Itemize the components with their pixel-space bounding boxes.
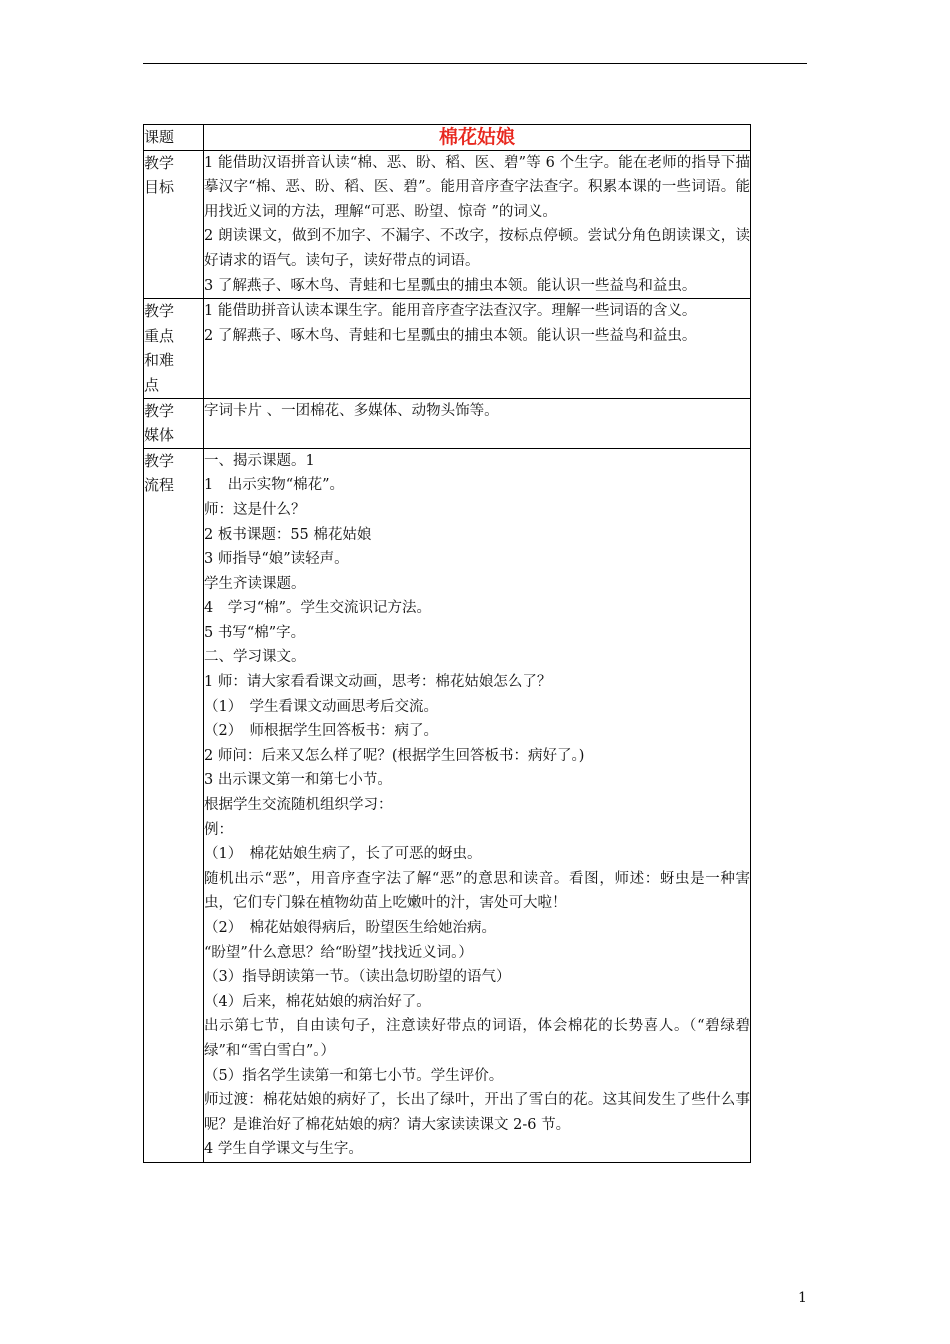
page-number: 1 — [798, 1290, 807, 1306]
process-line: 师过渡：棉花姑娘的病好了，长出了绿叶，开出了雪白的花。这其间发生了些什么事呢？是谁治好了棉花姑娘的病？请大家读读课文 2-6 节。 — [204, 1092, 750, 1133]
media-label — [144, 398, 204, 448]
process-line: 例： — [204, 821, 233, 838]
process-line: 3 出示课文第一和第七小节。 — [204, 772, 392, 789]
objectives-label-text: 教学目标 — [144, 153, 175, 197]
objective-item: 1 能借助汉语拼音认读“棉、恶、盼、稻、医、碧”等 6 个生字。能在老师的指导下描摹汉字“棉、恶、盼、稻、医、碧”。能用音序查字法查字。积累本课的一些词语。能用找近义词的方法，理解“可恶、盼望、惊奇 ”的词义。 — [204, 154, 750, 220]
process-line: （1） 棉花姑娘生病了，长了可恶的蚜虫。 — [204, 846, 482, 863]
key-point-item: 2 了解燕子、啄木鸟、青蛙和七星瓢虫的捕虫本领。能认识一些益鸟和益虫。 — [204, 327, 697, 344]
objectives-content — [204, 150, 751, 299]
key-point-item: 1 能借助拼音认读本课生字。能用音序查字法查汉字。理解一些词语的含义。 — [204, 303, 697, 320]
media-content — [204, 398, 751, 448]
process-line: （2） 棉花姑娘得病后，盼望医生给她治病。 — [204, 920, 496, 936]
process-line: （4）后来，棉花姑娘的病治好了。 — [204, 993, 431, 1010]
process-row — [144, 448, 751, 1162]
media-item: 字词卡片 、一团棉花、多媒体、动物头饰等。 — [204, 402, 499, 419]
process-line: （5）指名学生读第一和第七小节。学生评价。 — [204, 1067, 504, 1084]
lesson-title: 棉花姑娘 — [204, 125, 751, 151]
process-line: 学生齐读课题。 — [204, 575, 306, 592]
header-rule — [143, 63, 807, 64]
media-row — [144, 398, 751, 448]
objective-item: 3 了解燕子、啄木鸟、青蛙和七星瓢虫的捕虫本领。能认识一些益鸟和益虫。 — [204, 277, 697, 294]
process-line: 1 出示实物“棉花”。 — [204, 477, 345, 494]
process-line: 二、学习课文。 — [204, 649, 306, 666]
process-label-text: 教学流程 — [144, 451, 175, 495]
key-points-row — [144, 299, 751, 398]
objectives-row — [144, 150, 751, 299]
key-points-content — [204, 299, 751, 398]
process-line: 出示第七节，自由读句子，注意读好带点的词语，体会棉花的长势喜人。（“碧绿碧绿”和“雪白雪白”。） — [204, 1018, 750, 1059]
process-line: 一、揭示课题。1 — [204, 452, 315, 469]
title-label — [144, 125, 204, 151]
title-row — [144, 125, 751, 151]
process-line: 2 师问：后来又怎么样了呢？(根据学生回答板书：病好了。) — [204, 747, 585, 764]
lesson-plan-table — [143, 124, 751, 1163]
process-line: 师：这是什么？ — [204, 501, 306, 518]
process-line: 2 板书课题：55 棉花姑娘 — [204, 526, 372, 543]
key-points-label-text: 教学重点和难点 — [144, 302, 175, 394]
process-line: “盼望”什么意思？给“盼望”找找近义词。） — [204, 944, 473, 961]
key-points-label — [144, 299, 204, 398]
process-content — [204, 448, 751, 1162]
objectives-label — [144, 150, 204, 299]
process-line: 4 学习“棉”。学生交流识记方法。 — [204, 600, 432, 617]
process-line: （2） 师根据学生回答板书：病了。 — [204, 723, 438, 740]
process-line: （1） 学生看课文动画思考后交流。 — [204, 698, 438, 715]
process-line: 3 师指导“娘”读轻声。 — [204, 551, 349, 568]
process-line: 根据学生交流随机组织学习： — [204, 797, 393, 814]
process-line: 随机出示“恶”，用音序查字法了解“恶”的意思和读音。看图，师述：蚜虫是一种害虫，它们专门躲在植物幼苗上吃嫩叶的汁，害处可大啦！ — [204, 870, 750, 912]
process-line: （3）指导朗读第一节。（读出急切盼望的语气） — [204, 969, 511, 986]
process-line: 4 学生自学课文与生字。 — [204, 1141, 363, 1158]
process-label — [144, 448, 204, 1162]
title-label-text: 课题 — [144, 128, 175, 146]
objective-item: 2 朗读课文，做到不加字、不漏字、不改字，按标点停顿。尝试分角色朗读课文，读好请求的语气。读句子，读好带点的词语。 — [204, 228, 750, 269]
media-label-text: 教学媒体 — [144, 401, 175, 445]
process-line: 1 师：请大家看看课文动画，思考：棉花姑娘怎么了？ — [204, 674, 552, 691]
process-line: 5 书写“棉”字。 — [204, 624, 306, 641]
